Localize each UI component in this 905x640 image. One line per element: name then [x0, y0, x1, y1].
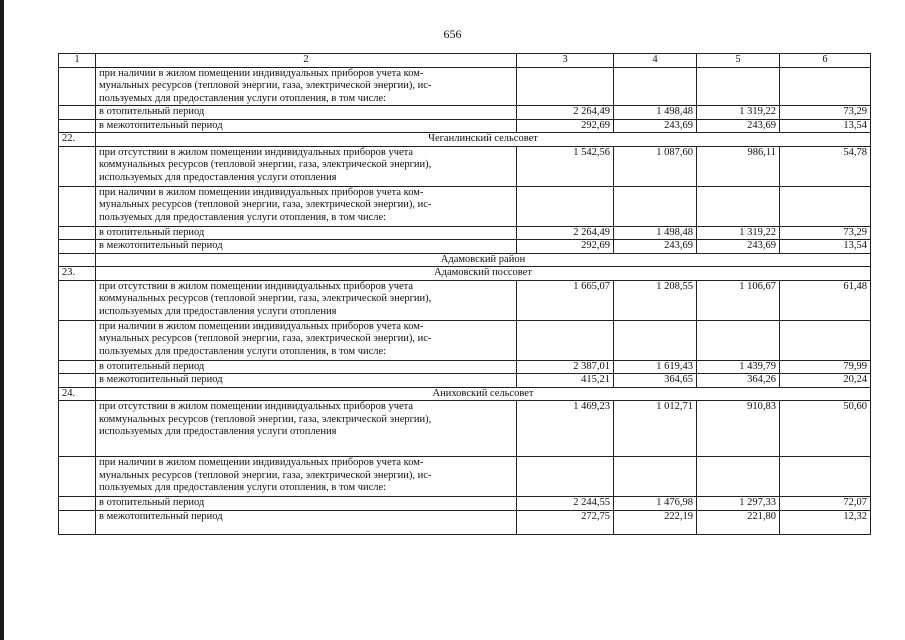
value-col-4: [614, 67, 697, 106]
row-description: в межотопительный период: [96, 240, 517, 254]
row-number: [59, 510, 96, 534]
row-description: при наличии в жилом помещении индивидуальных приборов учета ком- мунальных ресурсов (тепловой энергии, газа, электрической энергии), ис- пользуемых для предоставления услуги отопления, в том числе:: [96, 320, 517, 360]
row-description: при отсутствии в жилом помещении индивидуальных приборов учета коммунальных ресурсов (тепловой энергии, газа, электрической энергии), используемых для предоставления услуги отопления: [96, 401, 517, 457]
table-row: [59, 106, 871, 120]
value-col-3: 2 264,49: [517, 226, 614, 240]
value-col-6: [780, 457, 871, 497]
value-col-5: 364,26: [697, 374, 780, 388]
row-number: [59, 360, 96, 374]
value-col-4: 1 012,71: [614, 401, 697, 457]
value-col-5: 1 439,79: [697, 360, 780, 374]
value-col-5: 1 319,22: [697, 226, 780, 240]
table-row: [59, 510, 871, 534]
row-description: при наличии в жилом помещении индивидуальных приборов учета ком- мунальных ресурсов (тепловой энергии, газа, электрической энергии), ис- пользуемых для предоставления услуги отопления, в том числе:: [96, 457, 517, 497]
table-row: [59, 320, 871, 360]
value-col-4: 1 208,55: [614, 280, 697, 320]
value-col-5: 1 297,33: [697, 497, 780, 511]
value-col-5: 986,11: [697, 146, 780, 186]
value-col-3: 415,21: [517, 374, 614, 388]
table-row: [59, 226, 871, 240]
value-col-5: 910,83: [697, 401, 780, 457]
value-col-4: 243,69: [614, 119, 697, 133]
row-number: 22.: [59, 133, 96, 147]
row-description: при наличии в жилом помещении индивидуальных приборов учета ком- мунальных ресурсов (тепловой энергии, газа, электрической энергии), ис- пользуемых для предоставления услуги отопления, в том числе:: [96, 186, 517, 226]
value-col-6: 54,78: [780, 146, 871, 186]
table-row: [59, 387, 871, 401]
value-col-3: 2 244,55: [517, 497, 614, 511]
value-col-6: 72,07: [780, 497, 871, 511]
value-col-6: 61,48: [780, 280, 871, 320]
row-description: в отопительный период: [96, 226, 517, 240]
value-col-4: 1 476,98: [614, 497, 697, 511]
value-col-3: 292,69: [517, 240, 614, 254]
table-row: [59, 119, 871, 133]
table-row: [59, 240, 871, 254]
scan-edge-bar: [0, 0, 4, 640]
row-description: в отопительный период: [96, 497, 517, 511]
region-heading: Адамовский район: [96, 253, 871, 267]
value-col-5: 243,69: [697, 119, 780, 133]
page-number: 656: [443, 27, 462, 41]
row-description: при наличии в жилом помещении индивидуальных приборов учета ком- мунальных ресурсов (тепловой энергии, газа, электрической энергии), ис- пользуемых для предоставления услуги отопления, в том числе:: [96, 67, 517, 106]
table-body: [59, 67, 871, 534]
value-col-6: 13,54: [780, 119, 871, 133]
table-row: [59, 374, 871, 388]
value-col-3: [517, 67, 614, 106]
value-col-4: 1 498,48: [614, 106, 697, 120]
value-col-5: [697, 457, 780, 497]
value-col-4: 222,19: [614, 510, 697, 534]
table-row: [59, 497, 871, 511]
value-col-6: [780, 67, 871, 106]
row-number: [59, 240, 96, 254]
tariff-table: [58, 53, 871, 535]
row-number: [59, 67, 96, 106]
value-col-3: [517, 320, 614, 360]
header-col-3: 3: [517, 54, 614, 68]
value-col-3: [517, 457, 614, 497]
row-description: при отсутствии в жилом помещении индивидуальных приборов учета коммунальных ресурсов (тепловой энергии, газа, электрической энергии), используемых для предоставления услуги отопления: [96, 280, 517, 320]
row-number: [59, 119, 96, 133]
row-number: [59, 374, 96, 388]
table-header-row: [59, 54, 871, 68]
row-description: в межотопительный период: [96, 119, 517, 133]
table-row: [59, 146, 871, 186]
value-col-4: [614, 320, 697, 360]
row-number: [59, 106, 96, 120]
table-row: [59, 267, 871, 281]
table-row: [59, 186, 871, 226]
header-col-2: 2: [96, 54, 517, 68]
row-number: [59, 280, 96, 320]
table-row: [59, 133, 871, 147]
row-number: 24.: [59, 387, 96, 401]
value-col-3: 292,69: [517, 119, 614, 133]
value-col-3: 1 542,56: [517, 146, 614, 186]
section-heading: Аниховский сельсовет: [96, 387, 871, 401]
value-col-6: 79,99: [780, 360, 871, 374]
value-col-3: 1 469,23: [517, 401, 614, 457]
row-number: [59, 497, 96, 511]
row-description: в отопительный период: [96, 106, 517, 120]
header-col-1: 1: [59, 54, 96, 68]
value-col-5: [697, 186, 780, 226]
value-col-4: 243,69: [614, 240, 697, 254]
row-number: [59, 146, 96, 186]
header-col-4: 4: [614, 54, 697, 68]
row-description: в межотопительный период: [96, 510, 517, 534]
table-row: [59, 280, 871, 320]
row-description: в межотопительный период: [96, 374, 517, 388]
value-col-5: 1 106,67: [697, 280, 780, 320]
value-col-6: [780, 186, 871, 226]
row-number: [59, 253, 96, 267]
value-col-4: 1 087,60: [614, 146, 697, 186]
value-col-5: 243,69: [697, 240, 780, 254]
value-col-3: [517, 186, 614, 226]
value-col-4: 1 498,48: [614, 226, 697, 240]
value-col-3: 1 665,07: [517, 280, 614, 320]
value-col-3: 272,75: [517, 510, 614, 534]
value-col-6: 73,29: [780, 106, 871, 120]
row-number: [59, 320, 96, 360]
table-row: [59, 253, 871, 267]
value-col-4: [614, 457, 697, 497]
row-number: 23.: [59, 267, 96, 281]
value-col-4: [614, 186, 697, 226]
value-col-6: 12,32: [780, 510, 871, 534]
value-col-5: [697, 320, 780, 360]
value-col-6: [780, 320, 871, 360]
value-col-3: 2 264,49: [517, 106, 614, 120]
row-number: [59, 401, 96, 457]
row-description: при отсутствии в жилом помещении индивидуальных приборов учета коммунальных ресурсов (тепловой энергии, газа, электрической энергии), используемых для предоставления услуги отопления: [96, 146, 517, 186]
value-col-3: 2 387,01: [517, 360, 614, 374]
value-col-5: 1 319,22: [697, 106, 780, 120]
row-number: [59, 226, 96, 240]
section-heading: Чеганлинский сельсовет: [96, 133, 871, 147]
value-col-4: 1 619,43: [614, 360, 697, 374]
table-row: [59, 67, 871, 106]
header-col-5: 5: [697, 54, 780, 68]
value-col-4: 364,65: [614, 374, 697, 388]
section-heading: Адамовский поссовет: [96, 267, 871, 281]
table-row: [59, 360, 871, 374]
table-row: [59, 457, 871, 497]
row-number: [59, 186, 96, 226]
value-col-5: 221,80: [697, 510, 780, 534]
value-col-6: 73,29: [780, 226, 871, 240]
value-col-6: 13,54: [780, 240, 871, 254]
value-col-6: 50,60: [780, 401, 871, 457]
value-col-6: 20,24: [780, 374, 871, 388]
row-number: [59, 457, 96, 497]
value-col-5: [697, 67, 780, 106]
table-row: [59, 401, 871, 457]
header-col-6: 6: [780, 54, 871, 68]
row-description: в отопительный период: [96, 360, 517, 374]
